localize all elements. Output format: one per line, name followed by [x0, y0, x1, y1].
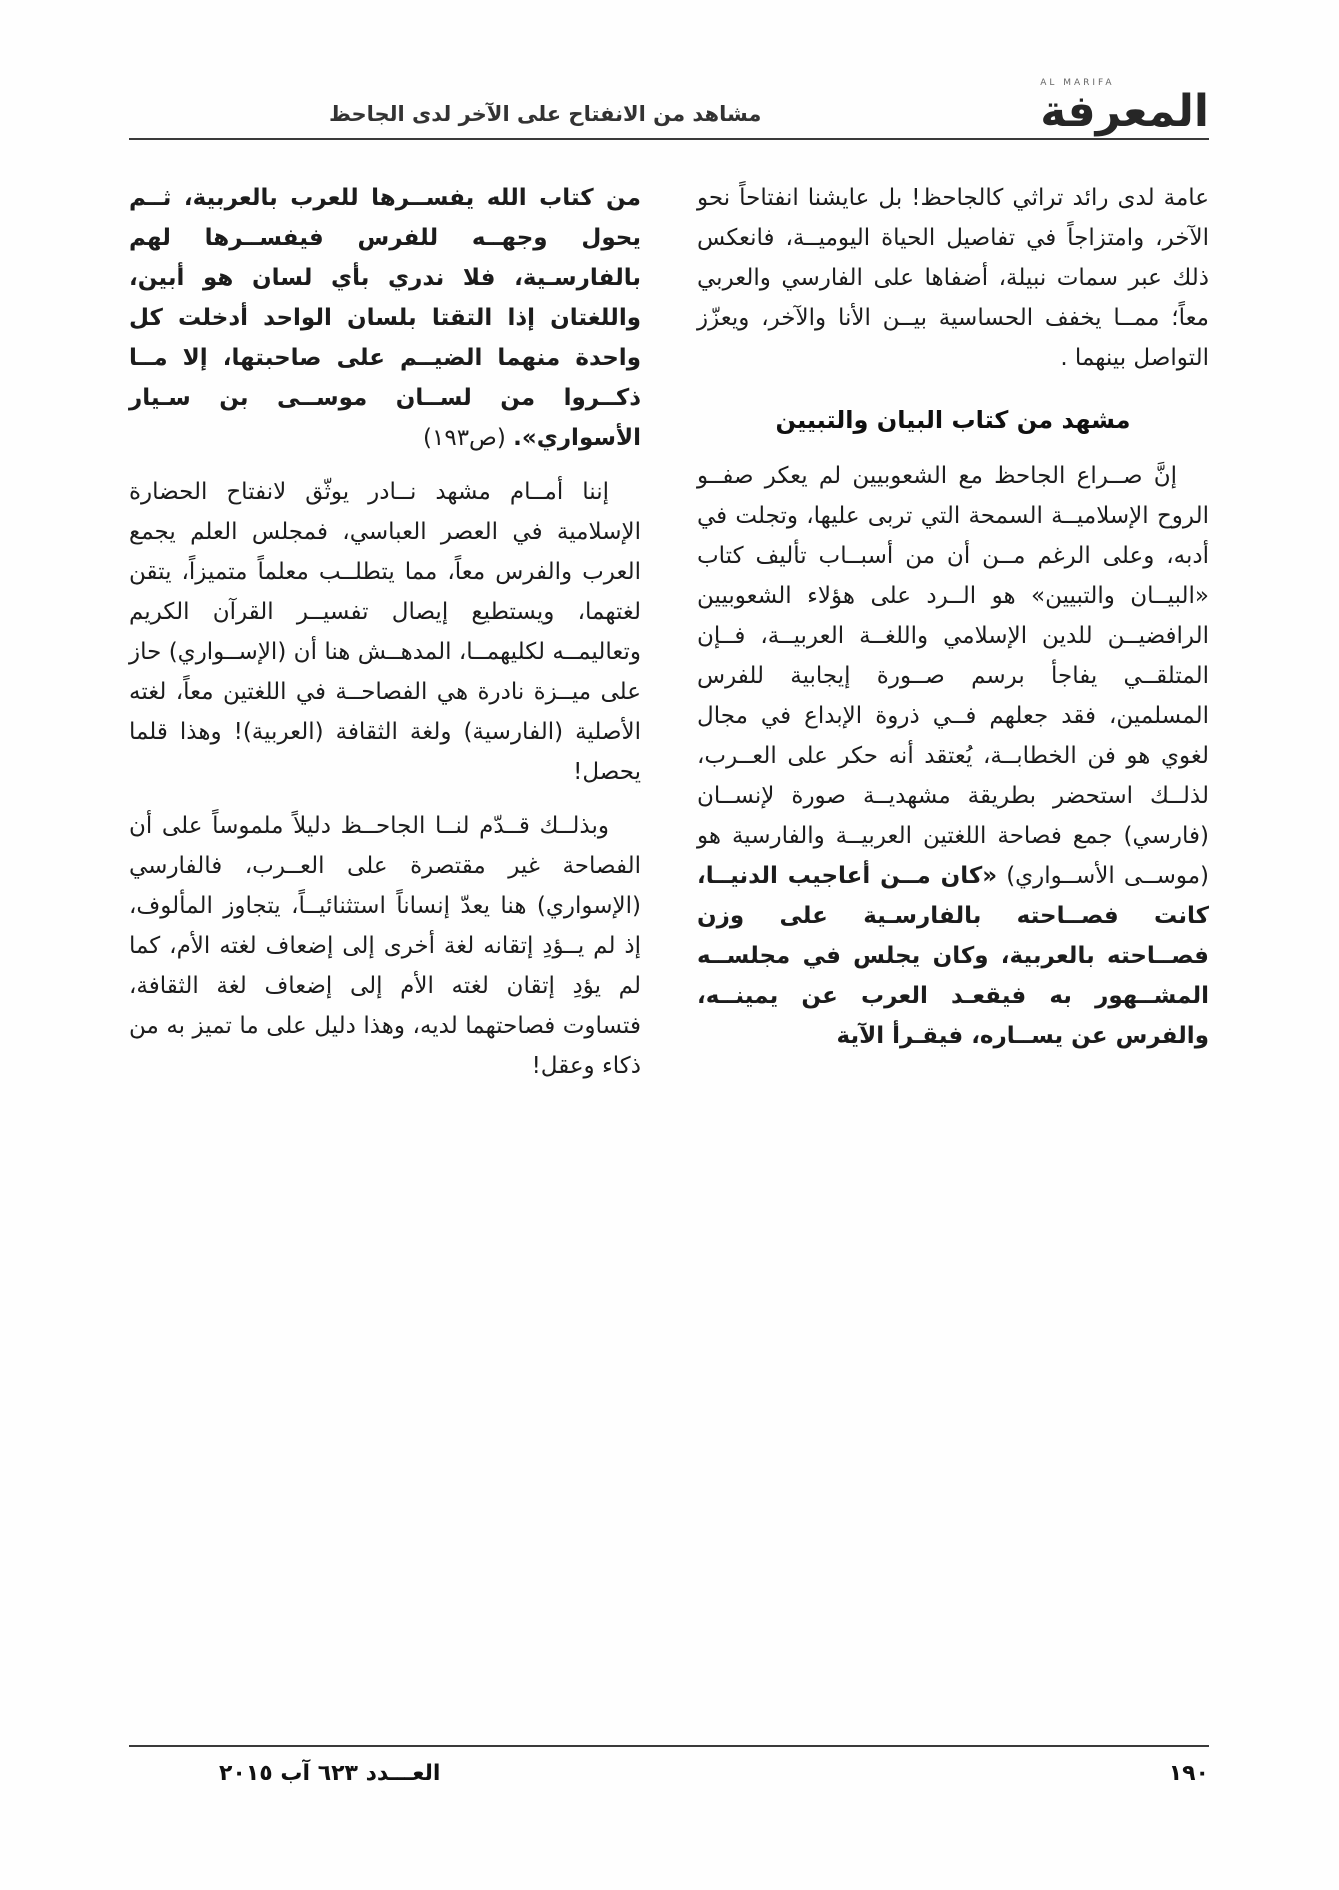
column-left [129, 178, 641, 1100]
page-footer [129, 1745, 1209, 1786]
page-content [129, 178, 1209, 1100]
paragraph: إننا أمــام مشهد نــادر يوثّق لانفتاح الحضارة الإسلامية في العصر العباسي، فمجلس العلم يجمع العرب والفرس معاً، مما يتطلــب معلماً متميزاً، يتقن لغتهما، ويستطيع إيصال تفسيــر القرآن الكريم وتعاليمــه لكليهمــا، المدهــش هنا أن (الإســواري) حاز على ميــزة نادرة هي الفصاحــة في اللغتين معاً، لغته الأصلية (الفارسية) ولغة الثقافة (العربية)! وهذا قلما يحصل! [129, 479, 641, 785]
section-heading: مشهد من كتاب البيان والتبيين [775, 406, 1131, 434]
paragraph-quote-run: من كتاب الله يفســرها للعرب بالعربية، ثــم يحول وجهــه للفرس فيفســرها لهم بالفارسـية، فلا ندري بأي لسان هو أبين، واللغتان إذا التقتا بلسان الواحد أدخلت كل واحدة منهما الضيــم على صاحبتها، إلا مــا ذكــروا من لســان موســى بن سـيار الأسواري». [129, 185, 641, 451]
citation-reference: (ص١٩٣) [423, 425, 514, 451]
page-header [129, 70, 1209, 140]
paragraph-quote-run: «كان مــن أعاجيب الدنيــا، كانت فصــاحته بالفارسـية على وزن فصــاحته بالعربية، وكان يجلس في مجلســه المشــهور به فيقعـد العرب عن يمينــه، والفرس عن يســاره، فيقـرأ الآية [697, 863, 1209, 1049]
paragraph: وبذلــك قــدّم لنــا الجاحــظ دليلاً ملموساً على أن الفصاحة غير مقتصرة على العــرب، فالفارسي (الإسواري) هنا يعدّ إنساناً استثنائيــاً، يتجاوز المألوف، إذ لم يــؤدِ إتقانه لغة أخرى إلى إضعاف لغته الأم، كما لم يؤدِ إتقان لغته الأم إلى إضعاف لغة الثقافة، فتساوت فصاحتهما لديه، وهذا دليل على ما تميز به من ذكاء وعقل! [129, 813, 641, 1079]
article-title: مشاهد من الانفتاح على الآخر لدى الجاحظ [329, 102, 762, 126]
page-number: ١٩٠ [1168, 1761, 1209, 1786]
magazine-logo [1040, 79, 1209, 138]
logo-latin-text: AL MARIFA [1040, 78, 1115, 88]
paragraph-run: إنَّ صــراع الجاحظ مع الشعوبيين لم يعكر صفــو الروح الإسلاميــة السمحة التي تربى عليها، وتجلت في أدبه، وعلى الرغم مــن أن من أسبــاب تأليف كتاب «البيــان والتبيين» هو الــرد على هؤلاء الشعوبيين الرافضيــن للدين الإسلامي واللغــة العربيــة، فــإن المتلقــي يفاجأ برسم صــورة إيجابية للفرس المسلمين، فقد جعلهم فــي ذروة الإبداع في مجال لغوي هو فن الخطابــة، يُعتقد أنه حكر على العــرب، لذلــك استحضر بطريقة مشهديــة صورة لإنســان (فارسي) جمع فصاحة اللغتين العربيــة والفارسية هو (موســى الأســواري) [697, 463, 1210, 889]
column-right [697, 178, 1209, 1100]
issue-label: العـــدد ٦٢٣ آب ٢٠١٥ [219, 1761, 441, 1786]
paragraph: عامة لدى رائد تراثي كالجاحظ! بل عايشنا انفتاحاً نحو الآخر، وامتزاجاً في تفاصيل الحياة اليوميــة، فانعكس ذلك عبر سمات نبيلة، أضفاها على الفارسي والعربي معاً؛ ممــا يخفف الحساسية بيــن الأنا والآخر، ويعزّز التواصل بينهما . [697, 185, 1209, 371]
paragraph [697, 456, 1209, 1056]
logo-arabic-text: المعرفة [1040, 86, 1209, 137]
paragraph [129, 178, 641, 458]
